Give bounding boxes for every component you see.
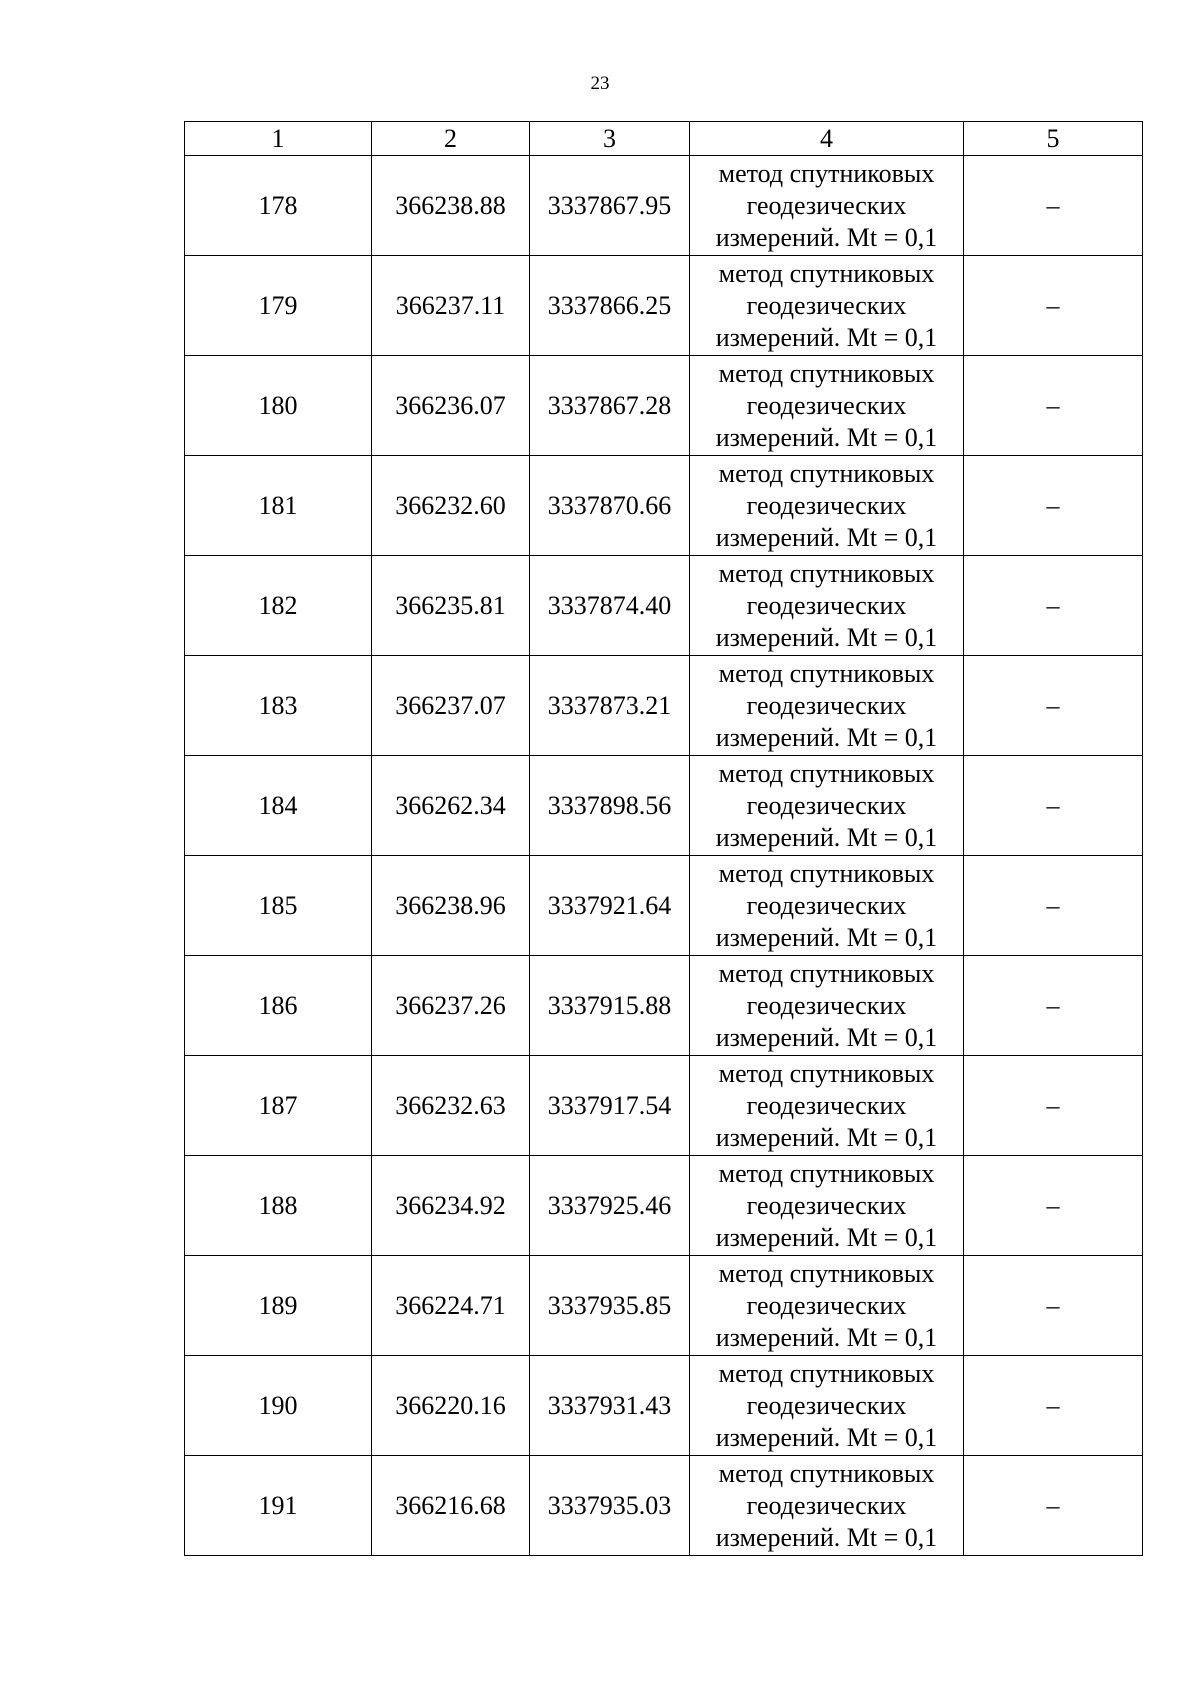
method-cell — [690, 456, 964, 556]
note-cell: – — [964, 156, 1143, 256]
header-col-2: 2 — [372, 122, 530, 156]
method-line: метод спутниковых — [718, 158, 935, 188]
method-line: метод спутниковых — [718, 958, 935, 988]
method-line: геодезических — [746, 890, 907, 920]
table-row — [185, 1056, 1143, 1156]
note-cell: – — [964, 856, 1143, 956]
method-line: геодезических — [746, 490, 907, 520]
method-line: измерений. Mt = 0,1 — [715, 1322, 938, 1352]
coordinate-y: 3337931.43 — [530, 1356, 690, 1456]
point-number: 186 — [185, 956, 372, 1056]
method-line: метод спутниковых — [718, 858, 935, 888]
coordinate-x: 366224.71 — [372, 1256, 530, 1356]
point-number: 180 — [185, 356, 372, 456]
method-line: метод спутниковых — [718, 1058, 935, 1088]
coordinate-x: 366216.68 — [372, 1456, 530, 1556]
point-number: 179 — [185, 256, 372, 356]
point-number: 191 — [185, 1456, 372, 1556]
coordinates-table — [184, 121, 1143, 1556]
method-cell — [690, 1056, 964, 1156]
coordinate-x: 366237.26 — [372, 956, 530, 1056]
method-line: измерений. Mt = 0,1 — [715, 822, 938, 852]
coordinate-x: 366238.88 — [372, 156, 530, 256]
table-row — [185, 456, 1143, 556]
method-line: измерений. Mt = 0,1 — [715, 322, 938, 352]
method-cell — [690, 856, 964, 956]
note-cell: – — [964, 1456, 1143, 1556]
table-row — [185, 1256, 1143, 1356]
method-line: измерений. Mt = 0,1 — [715, 522, 938, 552]
point-number: 189 — [185, 1256, 372, 1356]
method-cell — [690, 1256, 964, 1356]
method-cell — [690, 956, 964, 1056]
point-number: 183 — [185, 656, 372, 756]
method-line: измерений. Mt = 0,1 — [715, 1422, 938, 1452]
point-number: 178 — [185, 156, 372, 256]
coordinate-x: 366232.63 — [372, 1056, 530, 1156]
coordinate-y: 3337935.03 — [530, 1456, 690, 1556]
coordinate-y: 3337873.21 — [530, 656, 690, 756]
note-cell: – — [964, 1056, 1143, 1156]
point-number: 185 — [185, 856, 372, 956]
method-line: метод спутниковых — [718, 1258, 935, 1288]
method-line: метод спутниковых — [718, 358, 935, 388]
method-line: геодезических — [746, 1190, 907, 1220]
coordinate-x: 366237.07 — [372, 656, 530, 756]
coordinate-y: 3337917.54 — [530, 1056, 690, 1156]
method-line: измерений. Mt = 0,1 — [715, 1022, 938, 1052]
point-number: 187 — [185, 1056, 372, 1156]
header-col-4: 4 — [690, 122, 964, 156]
method-line: измерений. Mt = 0,1 — [715, 222, 938, 252]
method-line: измерений. Mt = 0,1 — [715, 1222, 938, 1252]
header-col-1: 1 — [185, 122, 372, 156]
point-number: 190 — [185, 1356, 372, 1456]
table-row — [185, 856, 1143, 956]
note-cell: – — [964, 356, 1143, 456]
method-line: измерений. Mt = 0,1 — [715, 1122, 938, 1152]
method-line: геодезических — [746, 790, 907, 820]
note-cell: – — [964, 456, 1143, 556]
method-line: метод спутниковых — [718, 658, 935, 688]
coordinate-y: 3337921.64 — [530, 856, 690, 956]
method-line: измерений. Mt = 0,1 — [715, 422, 938, 452]
method-line: геодезических — [746, 990, 907, 1020]
method-line: геодезических — [746, 1090, 907, 1120]
note-cell: – — [964, 756, 1143, 856]
method-line: геодезических — [746, 190, 907, 220]
table-row — [185, 1356, 1143, 1456]
table-row — [185, 1156, 1143, 1256]
method-cell — [690, 156, 964, 256]
coordinate-y: 3337925.46 — [530, 1156, 690, 1256]
note-cell: – — [964, 1156, 1143, 1256]
table-row — [185, 1456, 1143, 1556]
method-cell — [690, 656, 964, 756]
note-cell: – — [964, 1256, 1143, 1356]
coordinate-y: 3337935.85 — [530, 1256, 690, 1356]
method-cell — [690, 256, 964, 356]
method-line: метод спутниковых — [718, 258, 935, 288]
method-line: измерений. Mt = 0,1 — [715, 722, 938, 752]
table-row — [185, 356, 1143, 456]
method-line: геодезических — [746, 1390, 907, 1420]
method-line: метод спутниковых — [718, 1358, 935, 1388]
header-col-5: 5 — [964, 122, 1143, 156]
method-line: измерений. Mt = 0,1 — [715, 1522, 938, 1552]
note-cell: – — [964, 956, 1143, 1056]
table-row — [185, 256, 1143, 356]
coordinate-y: 3337874.40 — [530, 556, 690, 656]
coordinate-y: 3337915.88 — [530, 956, 690, 1056]
coordinate-x: 366235.81 — [372, 556, 530, 656]
note-cell: – — [964, 256, 1143, 356]
note-cell: – — [964, 656, 1143, 756]
point-number: 188 — [185, 1156, 372, 1256]
coordinate-x: 366238.96 — [372, 856, 530, 956]
header-col-3: 3 — [530, 122, 690, 156]
note-cell: – — [964, 1356, 1143, 1456]
method-cell — [690, 556, 964, 656]
method-line: измерений. Mt = 0,1 — [715, 922, 938, 952]
method-line: геодезических — [746, 390, 907, 420]
table-row — [185, 156, 1143, 256]
coordinate-x: 366236.07 — [372, 356, 530, 456]
point-number: 181 — [185, 456, 372, 556]
method-line: геодезических — [746, 590, 907, 620]
method-line: метод спутниковых — [718, 1458, 935, 1488]
method-cell — [690, 1156, 964, 1256]
coordinate-x: 366232.60 — [372, 456, 530, 556]
method-line: геодезических — [746, 1490, 907, 1520]
method-line: метод спутниковых — [718, 558, 935, 588]
table-row — [185, 656, 1143, 756]
method-cell — [690, 1356, 964, 1456]
coordinate-x: 366220.16 — [372, 1356, 530, 1456]
coordinate-x: 366237.11 — [372, 256, 530, 356]
point-number: 182 — [185, 556, 372, 656]
method-cell — [690, 356, 964, 456]
coordinate-y: 3337866.25 — [530, 256, 690, 356]
method-line: измерений. Mt = 0,1 — [715, 622, 938, 652]
page-number: 23 — [590, 73, 610, 94]
point-number: 184 — [185, 756, 372, 856]
coordinate-x: 366234.92 — [372, 1156, 530, 1256]
method-line: геодезических — [746, 1290, 907, 1320]
method-line: геодезических — [746, 290, 907, 320]
table-row — [185, 756, 1143, 856]
method-line: метод спутниковых — [718, 1158, 935, 1188]
coordinate-y: 3337898.56 — [530, 756, 690, 856]
table-row — [185, 556, 1143, 656]
coordinate-y: 3337867.95 — [530, 156, 690, 256]
method-line: метод спутниковых — [718, 758, 935, 788]
method-line: метод спутниковых — [718, 458, 935, 488]
note-cell: – — [964, 556, 1143, 656]
method-cell — [690, 1456, 964, 1556]
table-row — [185, 956, 1143, 1056]
coordinate-y: 3337870.66 — [530, 456, 690, 556]
coordinate-y: 3337867.28 — [530, 356, 690, 456]
coordinate-x: 366262.34 — [372, 756, 530, 856]
table-header-row — [185, 122, 1143, 156]
table-body — [185, 156, 1143, 1556]
method-line: геодезических — [746, 690, 907, 720]
method-cell — [690, 756, 964, 856]
